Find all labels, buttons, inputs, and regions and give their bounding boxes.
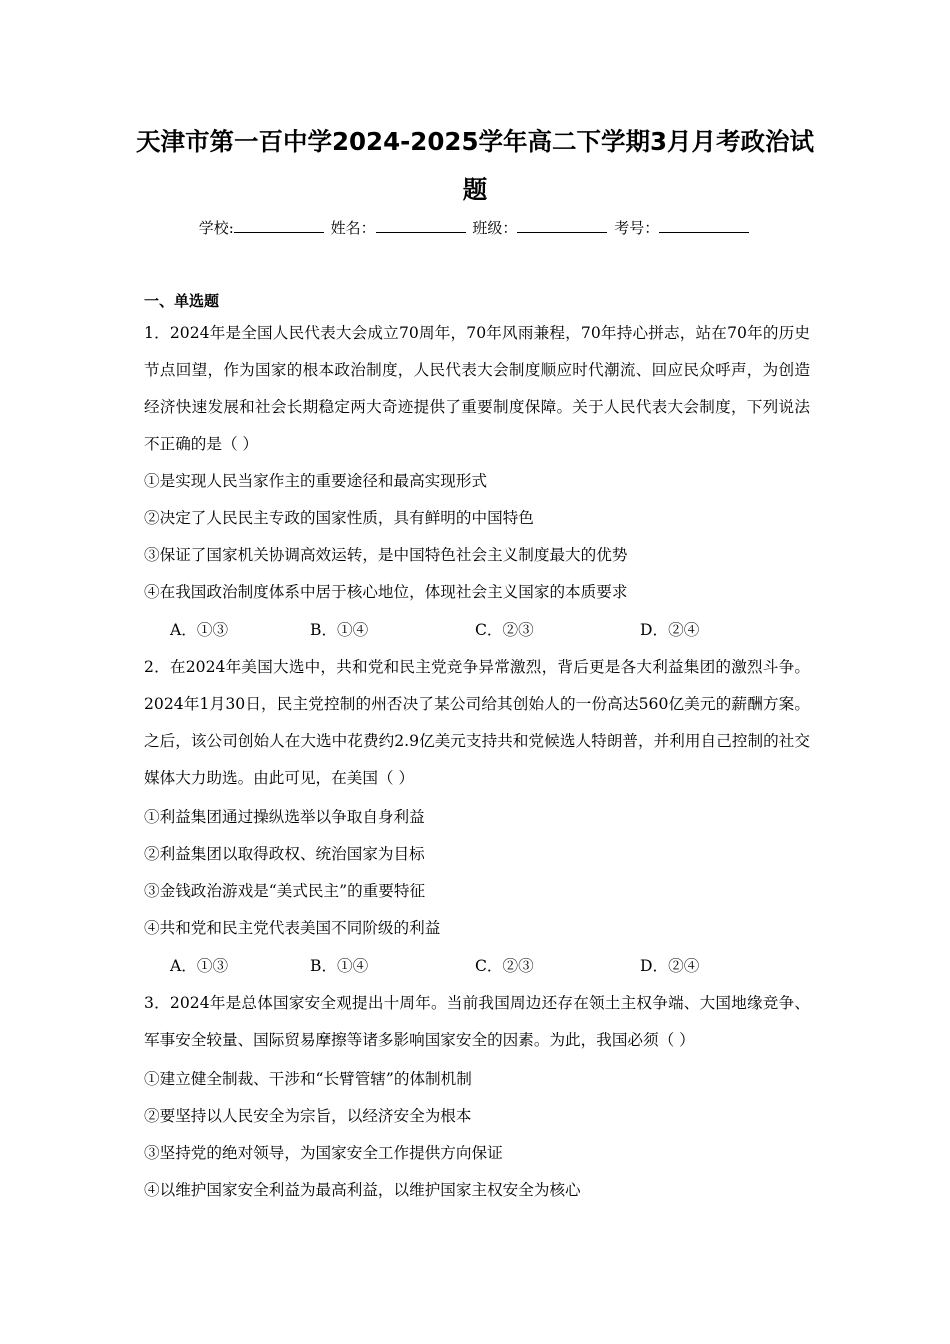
question-1-option-1: ①是实现人民当家作主的重要途径和最高实现形式 <box>144 472 488 490</box>
question-2-choice-b[interactable]: B．①④ <box>310 957 369 975</box>
question-2-choice-c[interactable]: C．②③ <box>475 957 534 975</box>
question-1-choice-a[interactable]: A．①③ <box>170 621 229 639</box>
question-1-option-4: ④在我国政治制度体系中居于核心地位，体现社会主义国家的本质要求 <box>144 583 628 601</box>
question-3-option-4: ④以维护国家安全利益为最高利益，以维护国家主权安全为核心 <box>144 1181 581 1199</box>
question-1-stem: 1．2024年是全国人民代表大会成立70周年，70年风雨兼程，70年持心拼志，站在70年的历史节点回望，作为国家的根本政治制度，人民代表大会制度顺应时代潮流、回应民众呼声，为创造经济快速发展和社会长期稳定两大奇迹提供了重要制度保障。关于人民代表大会制度，下列说法不正确的是（ ） <box>144 324 810 453</box>
question-1-choice-c[interactable]: C．②③ <box>475 621 534 639</box>
name-label: 姓名： <box>330 219 376 237</box>
title-line-1: 天津市第一百中学2024-2025学年高二下学期3月月考政治试 <box>135 127 815 156</box>
question-2-choice-d[interactable]: D．②④ <box>640 957 700 975</box>
id-blank[interactable] <box>659 216 749 233</box>
school-blank[interactable] <box>234 216 324 233</box>
question-2-option-2: ②利益集团以取得政权、统治国家为目标 <box>144 845 425 863</box>
school-label: 学校: <box>198 219 234 237</box>
question-1-choice-b[interactable]: B．①④ <box>310 621 369 639</box>
question-1-choices <box>170 612 810 649</box>
name-blank[interactable] <box>376 216 466 233</box>
question-2-option-3: ③金钱政治游戏是“美式民主”的重要特征 <box>144 882 426 900</box>
id-label: 考号： <box>614 219 660 237</box>
question-2-choices <box>170 948 810 985</box>
question-3-stem: 3．2024年是总体国家安全观提出十周年。当前我国周边还存在领土主权争端、大国地缘竞争、军事安全较量、国际贸易摩擦等诸多影响国家安全的因素。为此，我国必须（ ） <box>144 994 810 1049</box>
question-1-choice-d[interactable]: D．②④ <box>640 621 700 639</box>
student-info-line <box>0 216 950 240</box>
section-heading: 一、单选题 <box>144 292 220 310</box>
class-blank[interactable] <box>517 216 607 233</box>
class-label: 班级： <box>472 219 518 237</box>
document-title <box>120 118 830 214</box>
question-1-option-2: ②决定了人民民主专政的国家性质，具有鲜明的中国特色 <box>144 509 534 527</box>
question-3-option-1: ①建立健全制裁、干涉和“长臂管辖”的体制机制 <box>144 1070 472 1088</box>
question-1-option-3: ③保证了国家机关协调高效运转，是中国特色社会主义制度最大的优势 <box>144 546 628 564</box>
question-2-option-4: ④共和党和民主党代表美国不同阶级的利益 <box>144 919 441 937</box>
question-3-option-3: ③坚持党的绝对领导，为国家安全工作提供方向保证 <box>144 1144 503 1162</box>
question-2-option-1: ①利益集团通过操纵选举以争取自身利益 <box>144 808 425 826</box>
question-2-choice-a[interactable]: A．①③ <box>170 957 229 975</box>
question-2-stem: 2．在2024年美国大选中，共和党和民主党竞争异常激烈，背后更是各大利益集团的激烈斗争。2024年1月30日，民主党控制的州否决了某公司给其创始人的一份高达560亿美元的薪酬方案。之后，该公司创始人在大选中花费约2.9亿美元支持共和党候选人特朗普，并利用自己控制的社交媒体大力助选。由此可见，在美国（ ） <box>144 658 810 787</box>
title-line-2: 题 <box>462 175 488 204</box>
question-3-option-2: ②要坚持以人民安全为宗旨，以经济安全为根本 <box>144 1107 472 1125</box>
